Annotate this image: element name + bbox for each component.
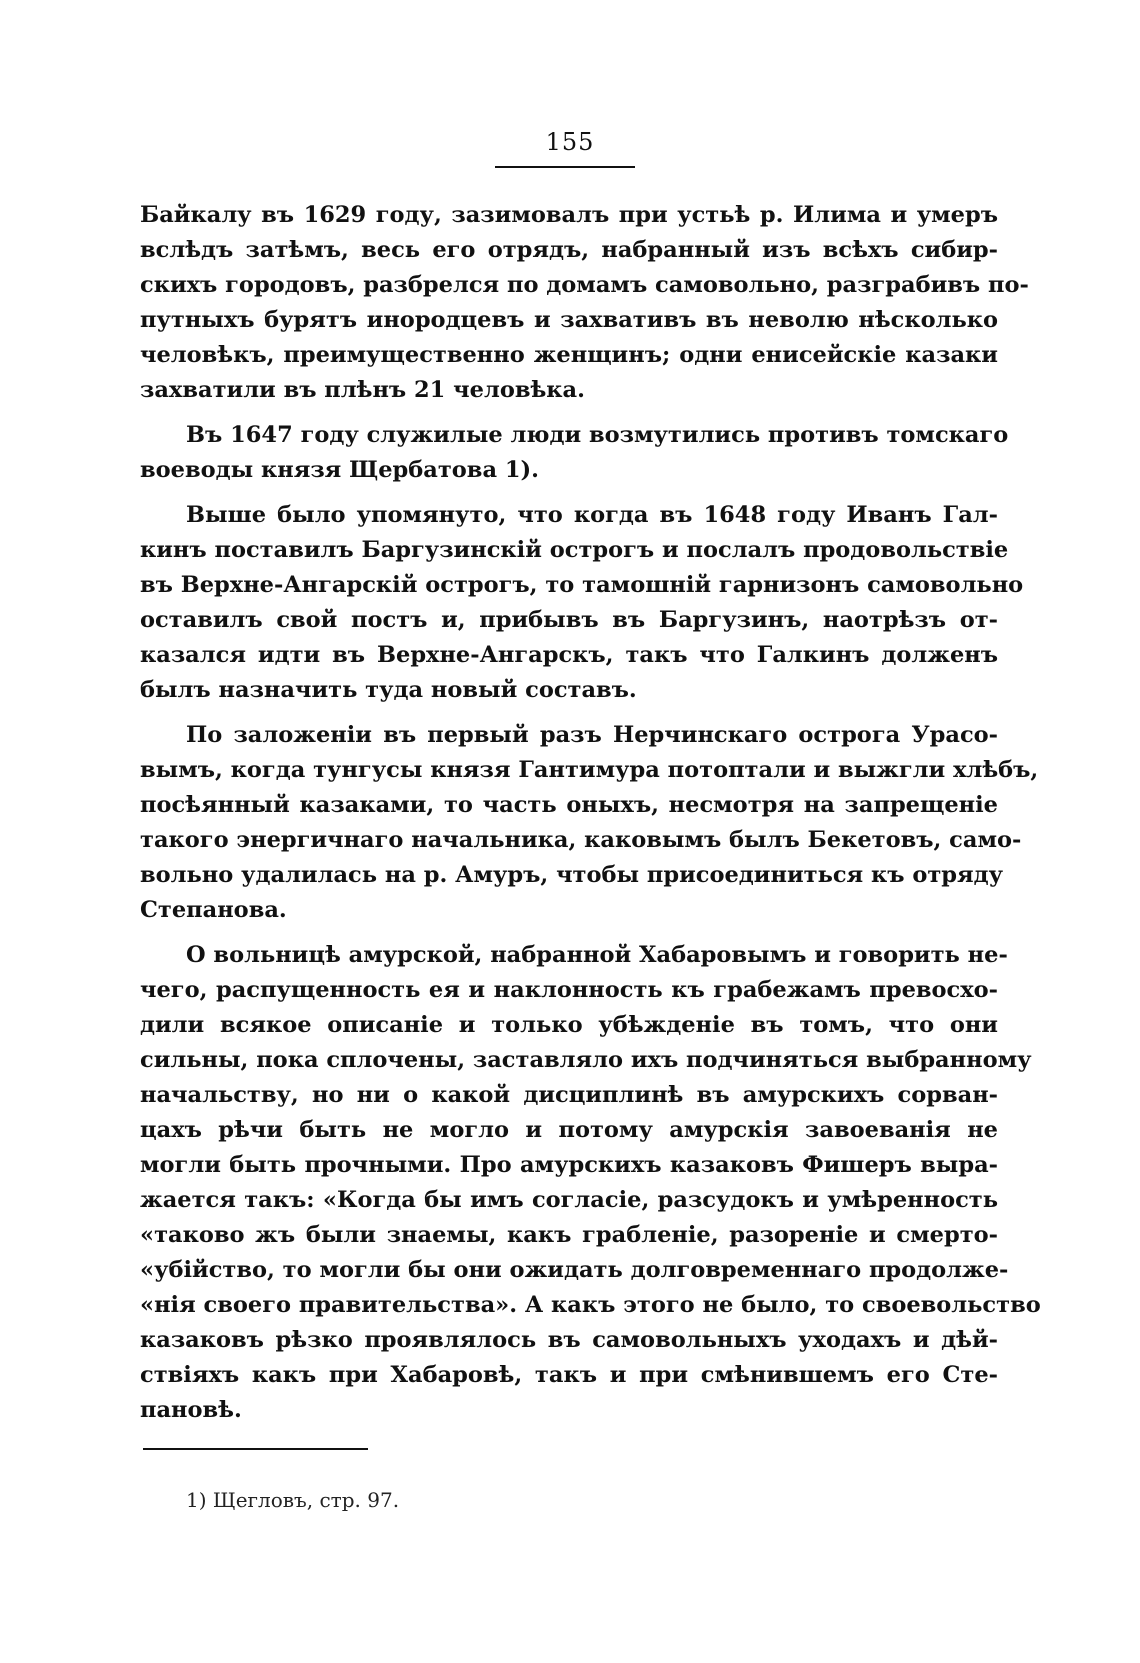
page-number: 155: [545, 128, 595, 156]
text-line: дили всякое описаніе и только убѣжденіе въ томъ, что они: [140, 1012, 998, 1038]
footnote: 1) Щегловъ, стр. 97.: [186, 1488, 400, 1512]
text-line: Байкалу въ 1629 году, зазимовалъ при устьѣ р. Илима и умеръ: [140, 202, 998, 228]
text-line: ствіяхъ какъ при Хабаровѣ, такъ и при смѣнившемъ его Сте-: [140, 1362, 998, 1388]
paragraph: [140, 418, 1009, 488]
header-rule: [495, 166, 635, 168]
text-line: Выше было упомянуто, что когда въ 1648 году Иванъ Гал-: [186, 502, 998, 528]
text-line: могли быть прочными. Про амурскихъ казаковъ Фишеръ выра-: [140, 1152, 998, 1178]
text-line: человѣкъ, преимущественно женщинъ; одни енисейскіе казаки: [140, 342, 998, 368]
text-line: начальству, но ни о какой дисциплинѣ въ амурскихъ сорван-: [140, 1082, 998, 1108]
text-line: оставилъ свой постъ и, прибывъ въ Баргузинъ, наотрѣзъ от-: [140, 607, 998, 633]
text-line: «убійство, то могли бы они ожидать долговременнаго продолже-: [140, 1257, 1009, 1283]
text-line: казался идти въ Верхне-Ангарскъ, такъ что Галкинъ долженъ: [140, 642, 998, 668]
text-line: захватили въ плѣнъ 21 человѣка.: [140, 377, 585, 403]
paragraph: [140, 198, 1029, 408]
text-line: чего, распущенность ея и наклонность къ грабежамъ превосхо-: [140, 977, 998, 1003]
paragraph: [140, 718, 1039, 928]
text-line: сильны, пока сплочены, заставляло ихъ подчиняться выбранному: [140, 1047, 1032, 1073]
text-line: По заложеніи въ первый разъ Нерчинскаго острога Урасо-: [186, 722, 998, 748]
text-line: цахъ рѣчи быть не могло и потому амурскія завоеванія не: [140, 1117, 998, 1143]
footnote-rule: [143, 1448, 368, 1450]
text-line: скихъ городовъ, разбрелся по домамъ самовольно, разграбивъ по-: [140, 272, 1029, 298]
body-text: [140, 198, 1041, 1428]
text-line: Въ 1647 году служилые люди возмутились противъ томскаго: [186, 422, 1009, 448]
text-line: такого энергичнаго начальника, каковымъ былъ Бекетовъ, само-: [140, 827, 1022, 853]
text-line: въ Верхне-Ангарскій острогъ, то тамошній гарнизонъ самовольно: [140, 572, 1024, 598]
text-line: былъ назначить туда новый составъ.: [140, 677, 637, 703]
paragraph: [140, 938, 1041, 1428]
text-line: вольно удалилась на р. Амуръ, чтобы присоединиться къ отряду: [140, 862, 1004, 888]
text-line: «нія своего правительства». А какъ этого не было, то своевольство: [140, 1292, 1041, 1318]
paragraph: [140, 498, 1024, 708]
text-line: «таково жъ были знаемы, какъ грабленіе, разореніе и смерто-: [140, 1222, 998, 1248]
text-line: вслѣдъ затѣмъ, весь его отрядъ, набранный изъ всѣхъ сибир-: [140, 237, 998, 263]
text-line: пановѣ.: [140, 1397, 242, 1423]
text-line: кинъ поставилъ Баргузинскій острогъ и послалъ продовольствіе: [140, 537, 1009, 563]
text-line: казаковъ рѣзко проявлялось въ самовольныхъ уходахъ и дѣй-: [140, 1327, 998, 1353]
text-line: посѣянный казаками, то часть оныхъ, несмотря на запрещеніе: [140, 792, 998, 818]
text-line: путныхъ бурятъ инородцевъ и захвативъ въ неволю нѣсколько: [140, 307, 998, 333]
text-line: вымъ, когда тунгусы князя Гантимура потоптали и выжгли хлѣбъ,: [140, 757, 1039, 783]
text-line: О вольницѣ амурской, набранной Хабаровымъ и говорить не-: [186, 942, 1008, 968]
text-line: жается такъ: «Когда бы имъ согласіе, разсудокъ и умѣренность: [140, 1187, 998, 1213]
text-line: Степанова.: [140, 897, 287, 923]
text-line: воеводы князя Щербатова 1).: [140, 457, 539, 483]
